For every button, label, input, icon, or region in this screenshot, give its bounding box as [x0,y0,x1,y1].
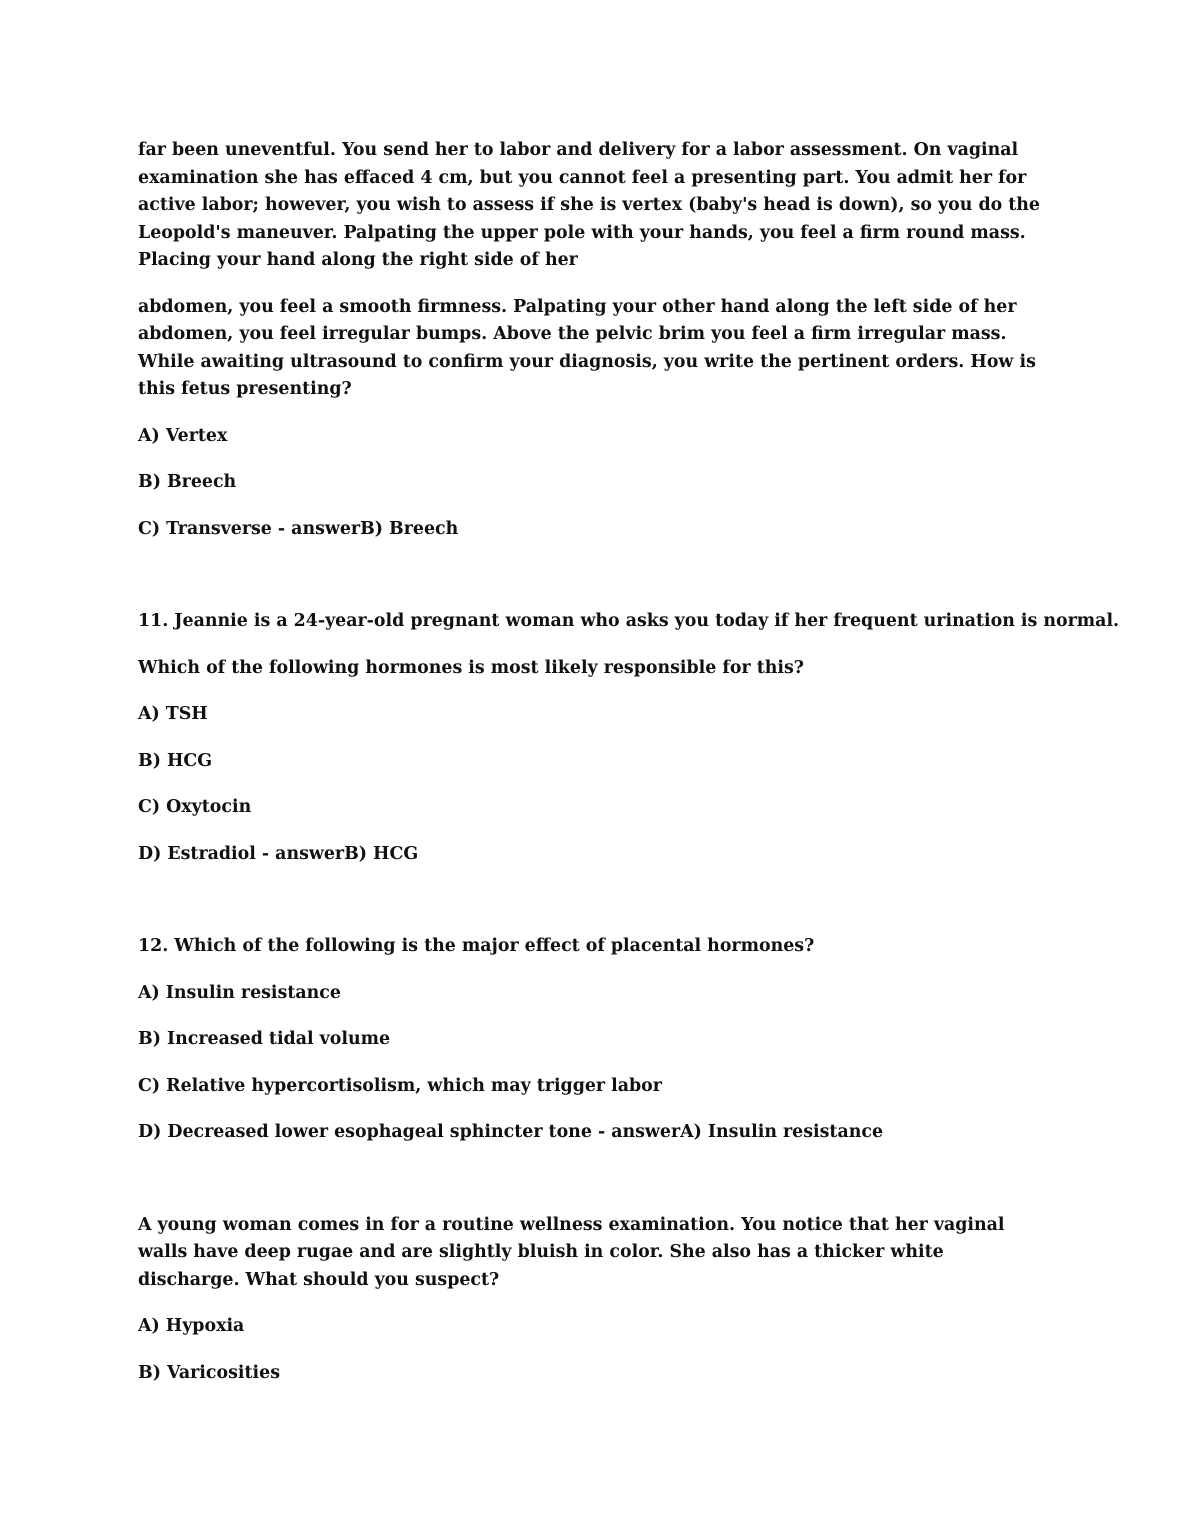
option-a: A) Hypoxia [138,1316,245,1336]
question-stem-continued-2: abdomen, you feel a smooth firmness. Palpating your other hand along the left side of her abdomen, you feel irregular bumps. Above the pelvic brim you feel a firm irregular mass. While awaiting ultrasound to confirm your diagnosis, you write the pertinent orders. How is this fetus presenting? [138,296,1036,399]
question-block-12 [138,933,1050,1147]
question-stem-continued: far been uneventful. You send her to labor and delivery for a labor assessment. On vaginal examination she has effaced 4 cm, but you cannot feel a presenting part. You admit her for active labor; however, you wish to assess if she is vertex (baby's head is down), so you do the Leopold's maneuver. Palpating the upper pole with your hands, you feel a firm round mass. Placing your hand along the right side of her [138,140,1040,270]
option-a: A) Vertex [138,425,228,446]
option-b: B) Varicosities [138,1362,280,1383]
option-b: B) HCG [138,750,213,771]
option-d-answer: D) Decreased lower esophageal sphincter tone - answerA) Insulin resistance [138,1122,884,1142]
option-b: B) Breech [138,472,237,492]
option-a: A) TSH [138,704,208,724]
question-block-10 [138,137,1050,543]
option-a: A) Insulin resistance [138,982,341,1003]
option-b: B) Increased tidal volume [138,1029,391,1049]
section-gap [138,562,1050,608]
option-c: C) Oxytocin [138,797,252,817]
section-gap [138,1166,1050,1212]
question-text: Which of the following hormones is most likely responsible for this? [138,657,804,678]
option-c-answer: C) Transverse - answerB) Breech [138,518,459,539]
document-body [138,137,1120,1406]
option-d-answer: D) Estradiol - answerB) HCG [138,843,419,864]
section-gap [138,887,1050,933]
question-block-13 [138,1212,1050,1388]
question-block-11 [138,608,1120,868]
question-stem: 11. Jeannie is a 24-year-old pregnant woman who asks you today if her frequent urination is normal. [138,611,1120,631]
question-stem: A young woman comes in for a routine wellness examination. You notice that her vaginal walls have deep rugae and are slightly bluish in color. She also has a thicker white discharge. What should you suspect? [138,1214,1005,1290]
option-c: C) Relative hypercortisolism, which may trigger labor [138,1075,662,1096]
question-stem: 12. Which of the following is the major effect of placental hormones? [138,936,815,956]
